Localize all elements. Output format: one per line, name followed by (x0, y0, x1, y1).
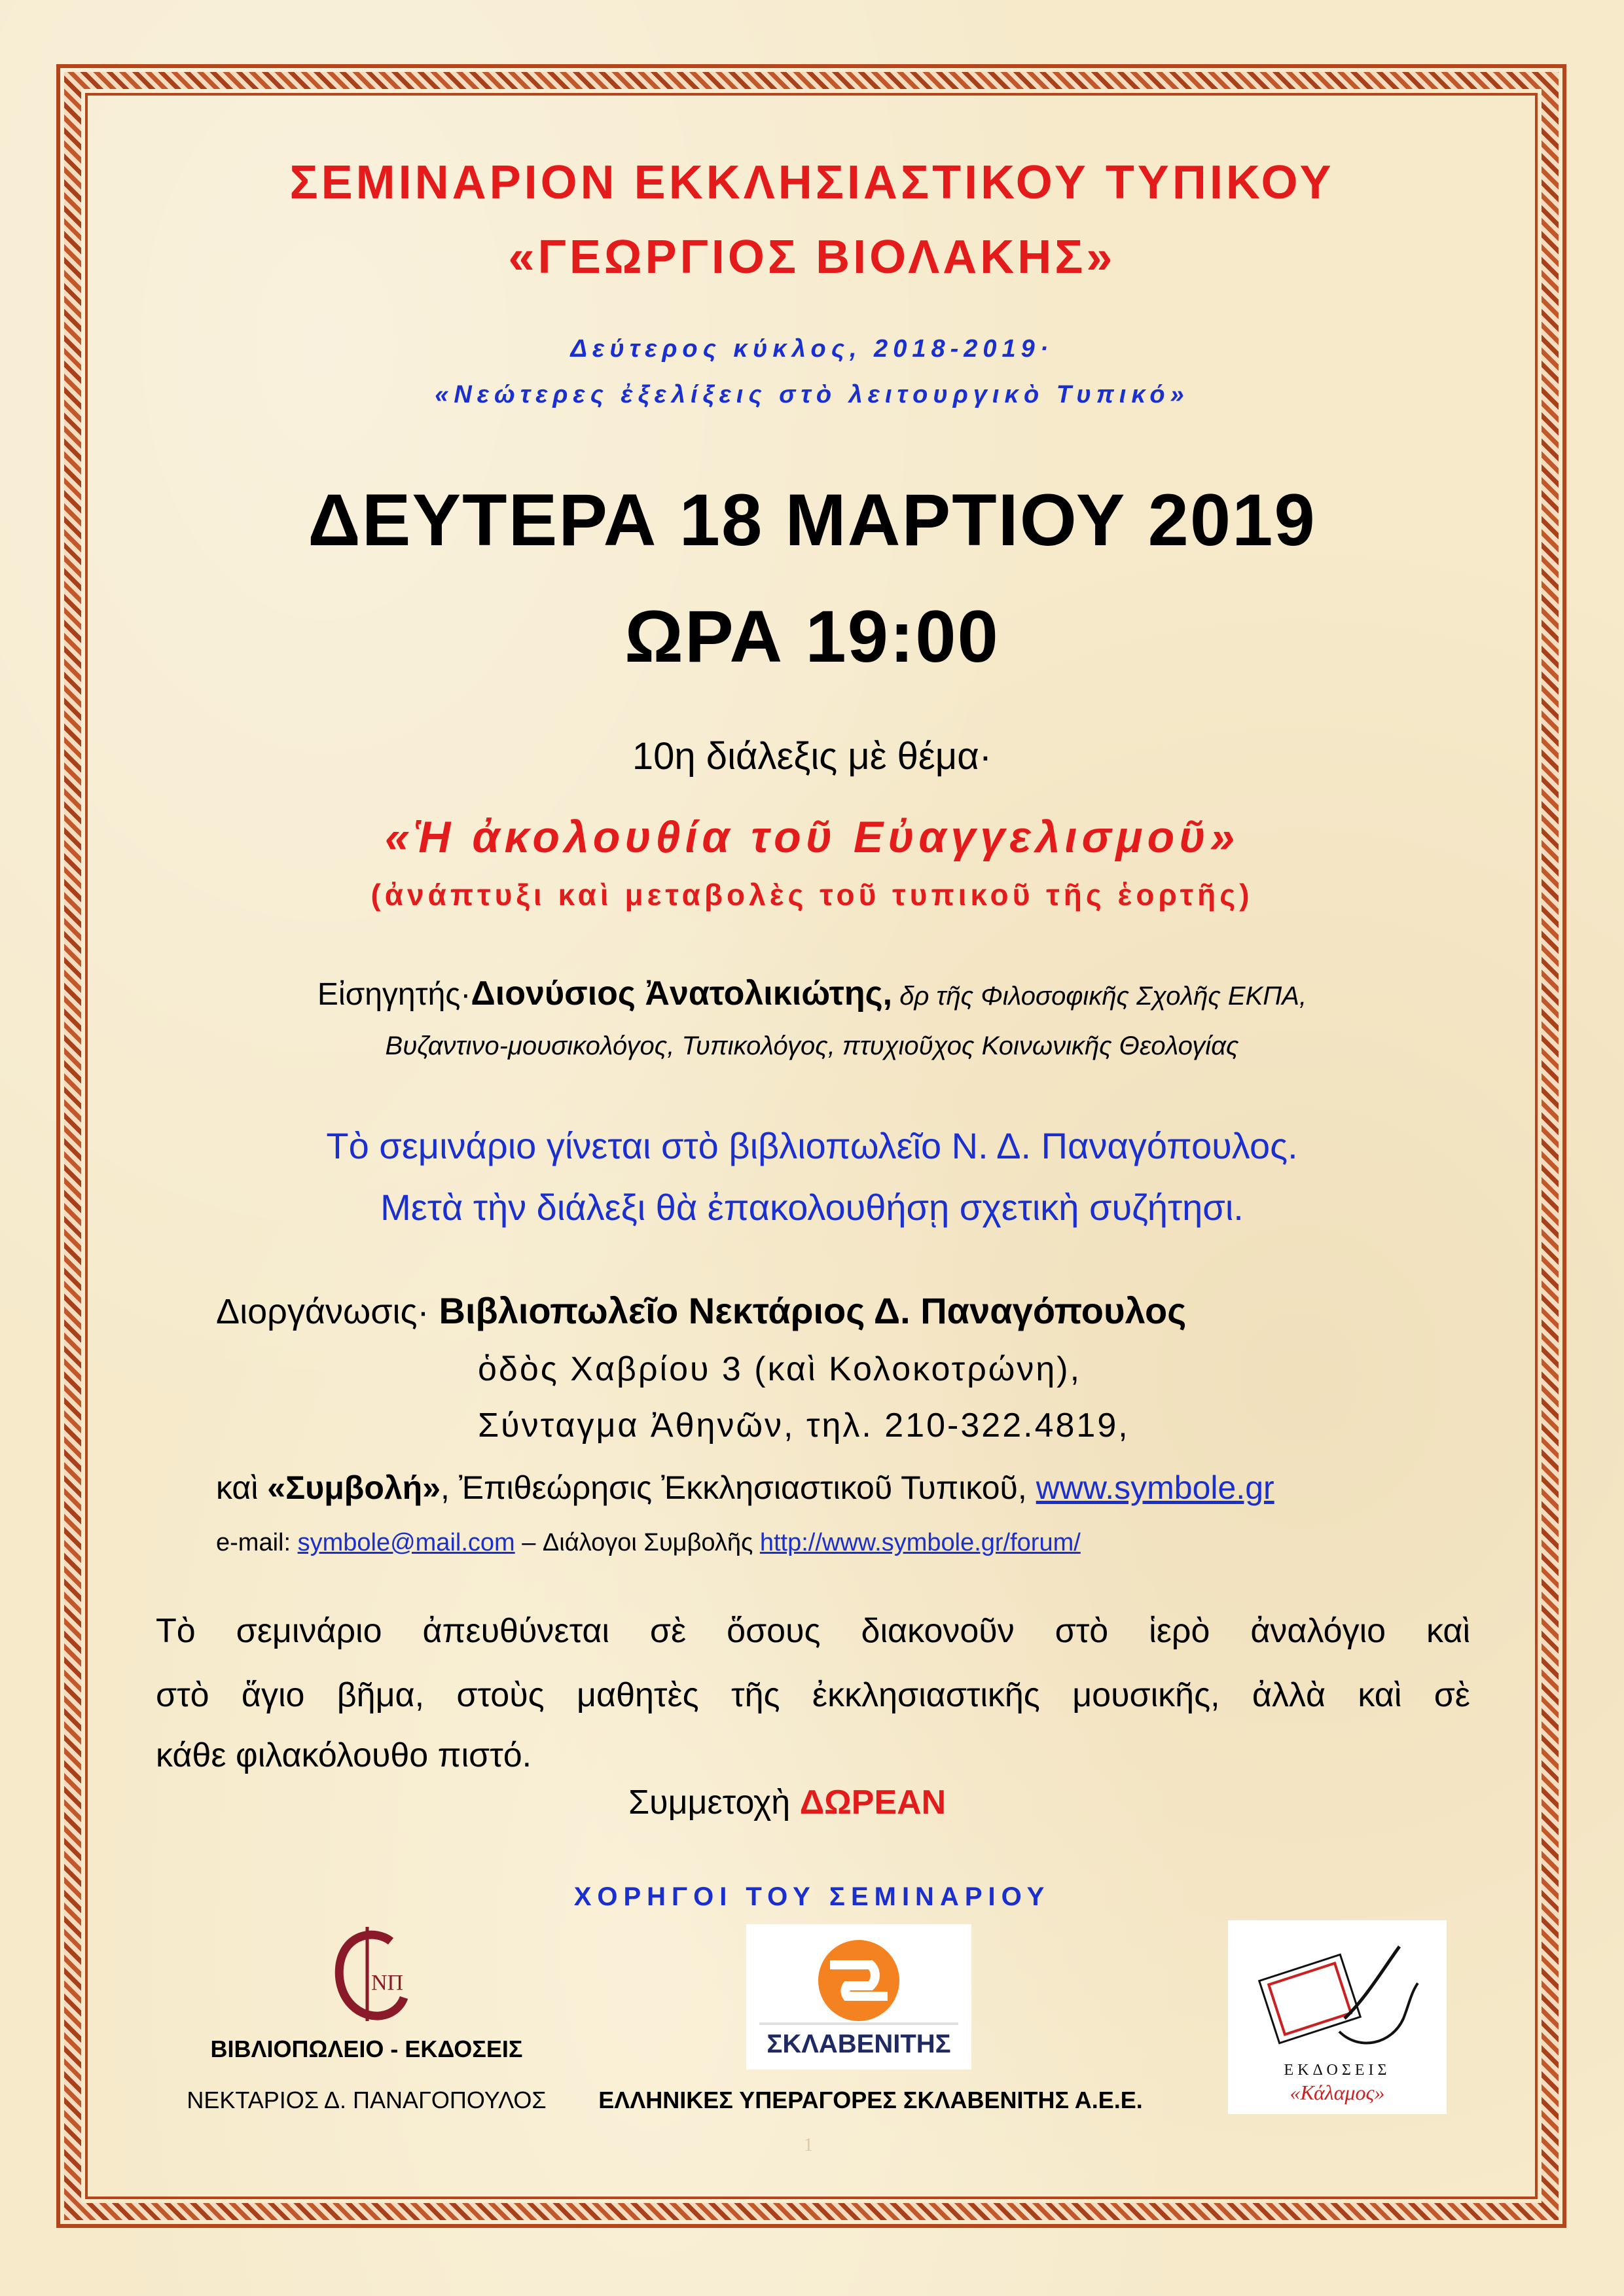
sponsor1-caption-line2: ΝΕΚΤΑΡΙΟΣ Δ. ΠΑΝΑΓΟΠΟΥΛΟΣ (187, 2087, 547, 2113)
venue-line: Τὸ σεμινάριο γίνεται στὸ βιβλιοπωλεῖο Ν. Δ. Παναγόπουλος. (326, 1125, 1298, 1166)
audience-line-3: κάθε φιλακόλουθο πιστό. (156, 1736, 532, 1774)
speaker-label: Εἰσηγητής· (317, 977, 471, 1012)
discussion-line: Μετὰ τὴν διάλεξι θὰ ἐπακολουθήσῃ σχετικὴ συζήτησι. (380, 1187, 1244, 1228)
lecture-subtopic: (ἀνάπτυξι καὶ μεταβολὲς τοῦ τυπικοῦ τῆς ἑορτῆς) (370, 878, 1254, 912)
sponsor2-caption: ΕΛΛΗΝΙΚΕΣ ΥΠΕΡΑΓΟΡΕΣ ΣΚΛΑΒΕΝΙΤΗΣ Α.Ε.Ε. (598, 2087, 1143, 2113)
forum-label: – Διάλογοι Συμβολῆς (514, 1529, 760, 1556)
sklavenitis-logo-graphic (746, 1924, 971, 2070)
kalamos-publisher-label: ΕΚΔΟΣΕΙΣ (1284, 2062, 1391, 2079)
sklavenitis-logo-text: ΣΚΛΑΒΕΝΙΤΗΣ (767, 2030, 951, 2058)
lecture-intro: 10η διάλεξις μὲ θέμα· (632, 735, 992, 778)
cycle-theme: «Νεώτερες ἐξελίξεις στὸ λειτουργικὸ Τυπικό» (435, 381, 1189, 408)
organizer-city-phone: Σύνταγμα Ἀθηνῶν, τηλ. 210-322.4819, (478, 1407, 1130, 1444)
participation-line (628, 1783, 946, 1822)
contact-line (216, 1529, 1081, 1557)
audience-line-1: Τὸ σεμινάριο ἀπευθύνεται σὲ ὅσους διακονοῦν στὸ ἱερὸ ἀναλόγιο καὶ (156, 1612, 1470, 1650)
forum-link[interactable]: http://www.symbole.gr/forum/ (759, 1529, 1081, 1556)
organizer-line (216, 1289, 1186, 1332)
seminar-name: «ΓΕΩΡΓΙΟΣ ΒΙΟΛΑΚΗΣ» (508, 231, 1116, 283)
website-link[interactable]: www.symbole.gr (1036, 1469, 1274, 1506)
kalamos-name: «Κάλαμος» (1290, 2081, 1385, 2104)
partner-desc: , Ἐπιθεώρησις Ἐκκλησιαστικοῦ Τυπικοῦ, (441, 1469, 1036, 1506)
panagopoulos-logo-text: ΝΠ (371, 1971, 404, 1995)
seminar-title: ΣΕΜΙΝΑΡΙΟΝ ΕΚΚΛΗΣΙΑΣΤΙΚΟΥ ΤΥΠΙΚΟΥ (289, 156, 1335, 209)
email-link[interactable]: symbole@mail.com (297, 1529, 515, 1556)
sponsor1-caption-line1: ΒΙΒΛΙΟΠΩΛΕΙΟ - ΕΚΔΟΣΕΙΣ (210, 2036, 523, 2062)
audience-line-2: στὸ ἅγιο βῆμα, στοὺς μαθητὲς τῆς ἐκκλησιαστικῆς μουσικῆς, ἀλλὰ καὶ σὲ (156, 1676, 1470, 1714)
speaker-line (0, 974, 1624, 1013)
sponsors-heading: ΧΟΡΗΓΟΙ ΤΟΥ ΣΕΜΙΝΑΡΙΟΥ (573, 1882, 1051, 1911)
organizer-address: ὁδὸς Χαβρίου 3 (καὶ Κολοκοτρώνη), (478, 1350, 1082, 1388)
page-number: 1 (804, 2135, 813, 2155)
email-label: e-mail: (216, 1529, 298, 1556)
kalamos-logo (1228, 1920, 1447, 2114)
partner-line (216, 1469, 1274, 1507)
participation-free: ΔΩΡΕΑΝ (799, 1784, 947, 1821)
kalamos-logo-graphic (1228, 1920, 1447, 2114)
event-time: ΩΡΑ 19:00 (624, 596, 1000, 677)
organizer-name: Βιβλιοπωλεῖο Νεκτάριος Δ. Παναγόπουλος (439, 1290, 1187, 1331)
partner-and: καὶ (216, 1469, 268, 1506)
panagopoulos-logo (331, 1924, 410, 2022)
cycle-info: Δεύτερος κύκλος, 2018-2019· (570, 335, 1054, 363)
speaker-name: Διονύσιος Ἀνατολικιώτης, (471, 975, 893, 1013)
event-date: ΔΕΥΤΕΡΑ 18 ΜΑΡΤΙΟΥ 2019 (308, 479, 1316, 561)
organizer-label: Διοργάνωσις· (216, 1292, 439, 1331)
lecture-topic: «Ἡ ἀκολουθία τοῦ Εὐαγγελισμοῦ» (384, 812, 1240, 862)
speaker-title: δρ τῆς Φιλοσοφικῆς Σχολῆς ΕΚΠΑ, (892, 982, 1307, 1011)
sklavenitis-logo (746, 1924, 971, 2070)
participation-label: Συμμετοχὴ (628, 1784, 800, 1821)
partner-name: «Συμβολή» (267, 1469, 441, 1506)
speaker-credentials: Βυζαντινο-μουσικολόγος, Τυπικολόγος, πτυχιοῦχος Κοινωνικῆς Θεολογίας (385, 1031, 1239, 1060)
